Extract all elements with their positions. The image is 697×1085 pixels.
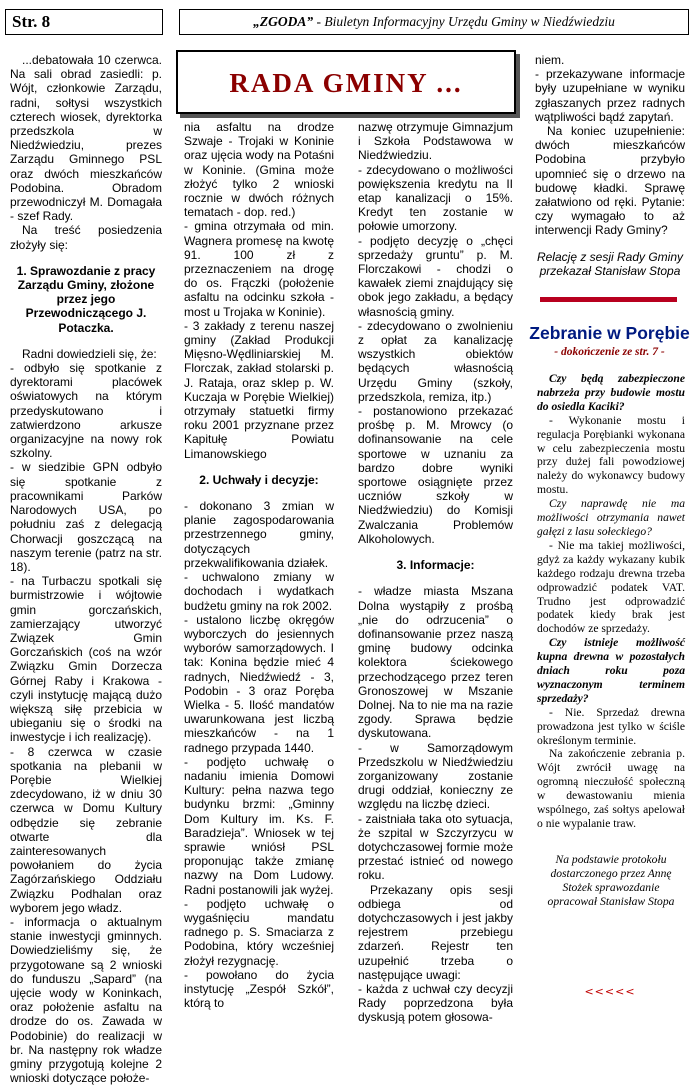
paragraph: - na Turbaczu spotkali się burmistrzowie i wójtowie gmin gorczańskich, zamierzający utworzyć Związek Gmin Gorczańskich (coś na wzór Związku Gmin Dorzecza Górnej Raby i Krakowa - czyli instytucję mającą dużo większą siłę przebicia w ubieganiu się o środki na inwestycje i ich realizację).	[10, 574, 162, 745]
question: Czy będą zabezpieczone nabrzeża przy budowie mostu do osiedla Kaciki?	[537, 372, 685, 413]
paragraph: - przekazywane informacje były uzupełniane w wyniku zgłaszanych przez radnych wątpliwości bądź zapytań.	[535, 67, 685, 124]
section-heading-2: 2. Uchwały i decyzje:	[199, 472, 319, 487]
end-ornament: <<<<<	[584, 985, 636, 998]
paragraph: - w siedzibie GPN odbyło się spotkanie z pracownikami Parków Narodowych USA, po południu zaś z delegacją Chorwacji goszczącą na naszym terenie (patrz na str. 18).	[10, 460, 162, 574]
zebranie-subtitle: - dokończenie ze str. 7 -	[554, 346, 665, 358]
paragraph: - informacja o aktualnym stanie inwestycji gminnych. Dowiedzieliśmy się, że przygotowane są 2 wnioski do funduszu „Sapard” (na ujęcie wody w Koninkach, oraz położenie asfaltu na drodze do os. Zawada w Podobinie) do realizacji w br. Na następny rok władze gminy przygotują kolejne 2 wnioski dotyczące położe-	[10, 914, 162, 1085]
paragraph: - gmina otrzymała od min. Wagnera promesę na kwotę 91. 100 zł z przeznaczeniem na drogę do os. Frączki (położenie asfaltu na odcinku szkoła - most u Trojaka w Koninie).	[184, 219, 334, 319]
paragraph: Radni dowiedzieli się, że:	[22, 346, 157, 361]
paragraph: - władze miasta Mszana Dolna wystąpiły z prośbą „nie do odrzucenia” o dofinansowanie przez naszą gminę budowy odcinka kolektora ściekowego przechodzącego przez teren Gronoszowej w Mszanie Dolnej. Na to nie ma na razie zgody. Sprawa będzie dyskutowana.	[358, 584, 513, 741]
paragraph: - 8 czerwca w czasie spotkania na plebanii w Porębie Wielkiej zdecydowano, iż w dniu 30 czerwca w Domu Kultury odbędzie się zebranie otwarte dla zainteresowanych powołaniem do życia Zagórzańskiego Oddziału Związku Podhalan oraz wyborem jego władz.	[10, 744, 162, 915]
column-4	[535, 53, 685, 278]
author-signature: Relację z sesji Rady Gminy przekazał Stanisław Stopa	[536, 249, 684, 278]
paragraph: - dokonano 3 zmian w planie zagospodarowania przestrzennego gminy, dotyczących przekwalifikowania działek.	[184, 499, 334, 570]
paragraph: - zdecydowano o zwolnieniu z opłat za kanalizację wszystkich obiektów będących własnością Urzędu Gminy (szkoły, przedszkola, remiza, itp.)	[358, 318, 513, 404]
zebranie-title: Zebranie w Porębie	[529, 323, 690, 343]
paragraph: - każda z uchwał czy decyzji Rady poprzedzona była dyskusją potem głosowa-	[358, 981, 513, 1025]
section-divider	[540, 297, 677, 302]
answer: - Wykonanie mostu i regulacja Porębianki wykonana w celu zabezpieczenia mostu przy dużej fali powodziowej należy do wykonawcy budowy mostu.	[537, 413, 685, 497]
paragraph: - zaistniała taka oto sytuacja, że szpital w Szczyrzycu w dotychczasowej formie może przestać istnieć od nowego roku.	[358, 811, 513, 883]
zebranie-signature: Na podstawie protokołu dostarczonego przez Annę Stożek sprawozdanie opracował Stanisław Stopa	[547, 852, 675, 908]
paragraph: Na treść posiedzenia złożyły się:	[10, 223, 162, 252]
paragraph: ...debatowała 10 czerwca. Na sali obrad zasiedli: p. Wójt, członkowie Zarządu, radni, sołtysi wszystkich czterech wiosek, dyrektorka przedszkola w Niedźwiedziu, prezes Zarządu Gminnego PSL oraz dwóch mieszkańców Podobina. Obradom przewodniczył M. Domagała - szef Rady.	[10, 53, 162, 224]
bulletin-name: „ZGODA”	[253, 14, 314, 29]
paragraph: - podjęto uchwałę o wygaśnięciu mandatu radnego p. S. Smaciarza z Podobina, który wcześniej złożył rezygnację.	[184, 896, 334, 968]
paragraph: - uchwalono zmiany w dochodach i wydatkach budżetu gminy na rok 2002.	[184, 570, 334, 613]
section-heading-3: 3. Informacje:	[396, 558, 475, 573]
question: Czy istnieje możliwość kupna drewna w pozostałych dniach roku poza wyznaczonym terminem sprzedaży?	[537, 636, 685, 705]
paragraph: - 3 zakłady z terenu naszej gminy (Zakład Produkcji Mięsno-Wędliniarskiej M. Florczak, zakład stolarski p. J. Rataja, oraz sklep p. W. Kuczaja w Porębie Wielkiej) otrzymały statuetki firmy roku 2001 przyznane przez Kapitułę Powiatu Limanowskiego	[184, 318, 334, 461]
bulletin-header	[179, 9, 689, 35]
section-heading-1: 1. Sprawozdanie z pracy Zarządu Gminy, złożone przez jego Przewodniczącego J. Potaczka.	[16, 263, 156, 335]
column-1	[10, 53, 162, 1085]
paragraph: Przekazany opis sesji odbiega od dotychczasowych i jest jakby rejestrem przebiegu zdarzeń. Rejestr ten uzupełnić trzeba o następujące uwagi:	[358, 882, 513, 982]
paragraph: - powołano do życia instytucję „Zespół Szkół”, którą to	[184, 967, 334, 1011]
paragraph: - podjęto uchwałę o nadaniu imienia Domowi Kultury: pełna nazwa tego budynku brzmi: „Gminny Dom Kultury im. Ks. F. Baradzieja”. Wniosek w tej sprawie wniósł PSL proponując także zmianę nazwy na Dom Ludowy. Radni postanowili jak wyżej.	[184, 754, 334, 897]
zebranie-article	[537, 372, 685, 909]
question: Czy naprawdę nie ma możliwości otrzymania nawet gałęzi z lasu sołeckiego?	[537, 497, 685, 538]
paragraph: Na zakończenie zebrania p. Wójt zwrócił uwagę na ogromną nieczułość społeczną w dewastowaniu mienia wspólnego, zaś sołtys apelował o nie wypalanie traw.	[537, 747, 685, 830]
paragraph: - ustalono liczbę okręgów wyborczych do jesiennych wyborów samorządowych. I tak: Konina będzie mieć 4 radnych, Niedźwiedź - 3, Podobin - 3 oraz Poręba Wielka - 5. Ilość mandatów uwarunkowana jest liczbą mieszkańców - na 1 radnego przypada 1440.	[184, 612, 334, 755]
rada-gminy-banner	[176, 50, 516, 114]
paragraph: - zdecydowano o możliwości powiększenia kredytu na II etap kanalizacji o 15%. Kredyt ten zostanie w połowie umorzony.	[358, 162, 513, 234]
paragraph: - postanowiono przekazać prośbę p. M. Mrowcy (o dofinansowanie na cele sportowe w uznaniu za bardzo dobre wyniki sportowe osiągnięte przez uczniów szkoły w Niedźwiedziu) do Komisji Zwalczania Problemów Alkoholowych.	[358, 404, 513, 546]
column-2	[184, 120, 334, 1010]
paragraph: Na koniec uzupełnienie: dwóch mieszkańców Podobina przybyło upomnieć się o drzewo na budowę kładki. Sprawę załatwiono od ręki. Pytanie: czy wymagało to aż interwencji Rady Gminy?	[535, 124, 685, 238]
answer: - Nie ma takiej możliwości, gdyż za każdy wykazany kubik każdego rodzaju drewna trzeba odprowadzić podatek VAT. Trudno jest odprowadzić podatek kiedy brak jest dochodów ze sprzedaży.	[537, 538, 685, 636]
bulletin-subtitle: - Biuletyn Informacyjny Urzędu Gminy w Niedźwiedziu	[313, 14, 615, 29]
answer: - Nie. Sprzedaż drewna prowadzona jest tylko w ściśle określonym terminie.	[537, 705, 685, 747]
column-3	[358, 120, 513, 1025]
paragraph: nazwę otrzymuje Gimnazjum i Szkoła Podstawowa w Niedźwiedziu.	[358, 120, 513, 163]
paragraph: niem.	[535, 53, 565, 67]
paragraph: - podjęto decyzję o „chęci sprzedaży gruntu” p. M. Florczakowi - chodzi o kawałek ziemi znajdujący się obok jego zakładu, a będący własnością gminy.	[358, 233, 513, 319]
banner-title: RADA GMINY ...	[229, 68, 463, 98]
paragraph: nia asfaltu na drodze Szwaje - Trojaki w Koninie oraz ujęcia wody na Potaśni w Koninie. (Gmina może złożyć tylko 2 wnioski rocznie w dwóch różnych tematach - dop. red.)	[184, 120, 334, 220]
paragraph: - w Samorządowym Przedszkolu w Niedźwiedziu zorganizowany zostanie drugi oddział, konieczny ze względu na liczbę dzieci.	[358, 740, 513, 812]
paragraph: - odbyło się spotkanie z dyrektorami placówek oświatowych na którym przedyskutowano i zatwierdzono arkusze organizacyjne na nowy rok szkolny.	[10, 361, 162, 461]
page-number-box: Str. 8	[5, 9, 163, 35]
